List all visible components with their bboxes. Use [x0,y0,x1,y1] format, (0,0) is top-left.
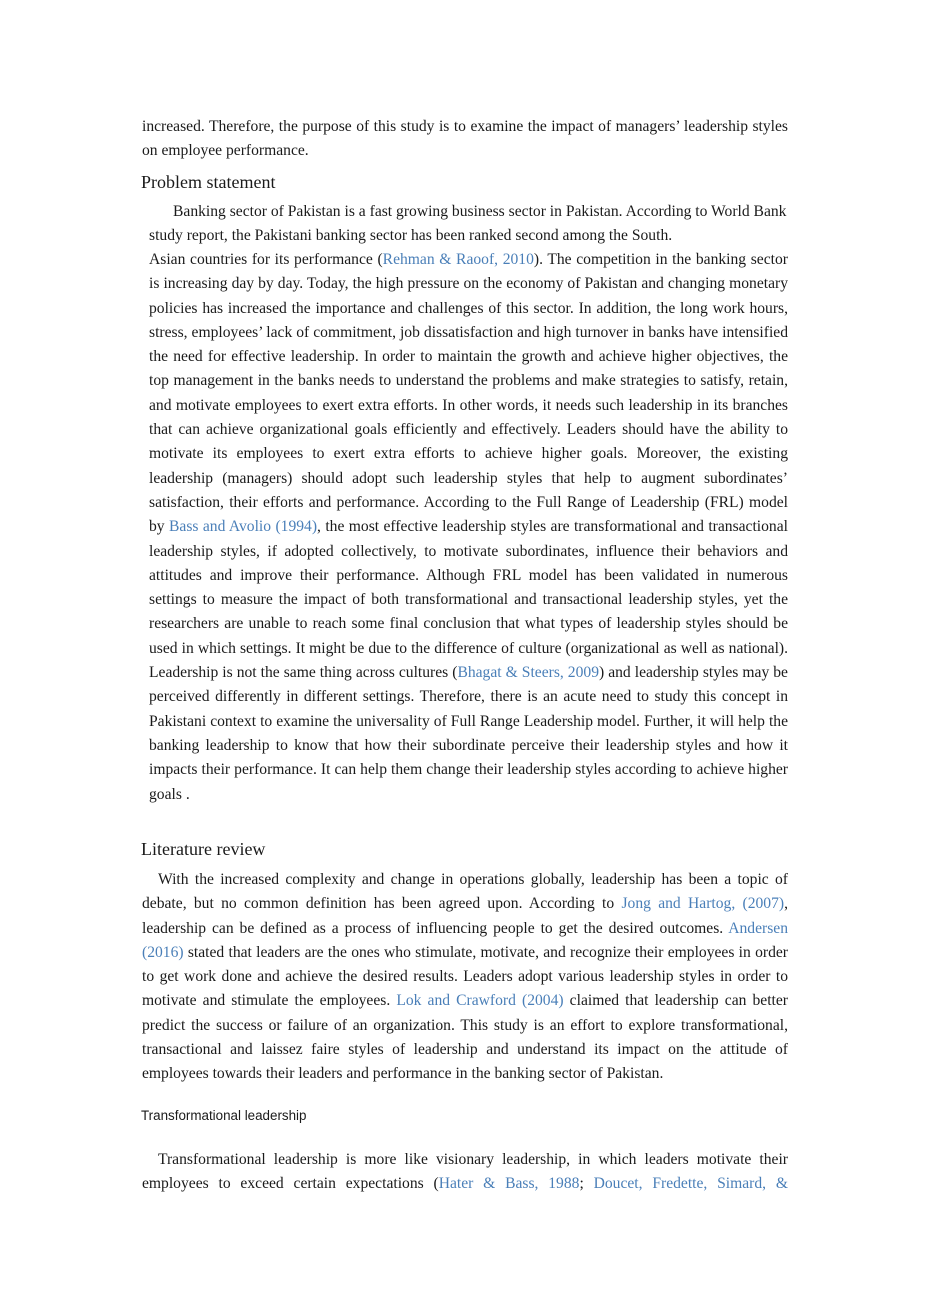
citation-bass-avolio[interactable]: Bass and Avolio (1994) [169,518,318,536]
problem-line1-block [149,200,789,249]
citation-jong-hartog[interactable]: Jong and Hartog, (2007) [621,895,785,913]
citation-rehman-raoof[interactable]: Rehman & Raoof, 2010 [382,251,534,268]
citation-hater-bass[interactable]: Hater & Bass, 1988 [438,1175,580,1193]
transformational-heading-block [141,1107,541,1125]
literature-paragraph [142,868,788,1087]
transformational-paragraph-block [142,1148,788,1197]
transformational-paragraph [142,1148,788,1197]
problem-paragraph-block [149,248,788,807]
citation-doucet[interactable]: Doucet, Fredette, Simard, & [593,1175,789,1193]
problem-paragraph-1: Banking sector of Pakistan is a fast growing business sector in Pakistan. According to World Bank study report, the Pakistani banking sector has been ranked second among the South. [149,203,787,245]
problem-text-b: ). The competition in the banking sector is increasing day by day. Today, the high pressure on the economy of Pakistan and changing monetary policies has increased the importance and challenges of this sector. In addition, the long work hours, stress, employees’ lack of commitment, job dissatisfaction and high turnover in banks have intensified the need for effective leadership. In order to maintain the growth and achieve higher objectives, the top management in the banks needs to understand the problems and make strategies to satisfy, retain, and motivate employees to exert extra efforts. In other words, it needs such leadership in its branches that can achieve organizational goals efficiently and effectively. Leaders should have the ability to motivate its employees to exert extra efforts to achieve higher goals. Moreover, the existing leadership (managers) should adopt such leadership styles that help to augment subordinates’ satisfaction, their efforts and performance. According to the Full Range of Leadership (FRL) model by [149,251,788,536]
problem-text-d: ) and leadership styles may be perceived differently in different settings. Therefore, there is an acute need to study this concept in Pakistani context to examine the universality of Full Range Leadership model. Further, it will help the banking leadership to know that how their subordinate perceive their leadership styles and how it impacts their performance. It can help them change their leadership styles according to achieve higher goals . [149,664,788,803]
transformational-text-a: Transformational leadership is more like visionary leadership, in which leaders motivate their employees to exceed certain expectations ( [142,1151,788,1193]
literature-text-b: , leadership can be defined as a process of influencing people to get the desired outcomes. [142,895,788,937]
literature-paragraph-block [142,868,788,1087]
intro-paragraph: increased. Therefore, the purpose of this study is to examine the impact of managers’ leadership styles on employee performance. [142,118,788,160]
problem-text-a: Asian countries for its performance ( [149,251,383,268]
citation-andersen[interactable]: Andersen (2016) [142,919,788,961]
citation-lok-crawford[interactable]: Lok and Crawford (2004) [396,992,564,1010]
problem-paragraph-2 [149,248,788,807]
problem-heading-block [141,171,541,193]
citation-bhagat-steers[interactable]: Bhagat & Steers, 2009 [457,664,599,682]
problem-text-c: , the most effective leadership styles are transformational and transactional leadership styles, if adopted collectively, to motivate subordinates, influence their behaviors and attitudes and improve their performance. Although FRL model has been validated in numerous settings to measure the impact of both transformational and transactional leadership styles, yet the researchers are unable to reach some final conclusion that what types of leadership styles should be used in which settings. It might be due to the difference of culture (organizational as well as national). Leadership is not the same thing across cultures ( [149,518,788,682]
literature-review-heading: Literature review [141,839,266,859]
transformational-sep: ; [579,1175,594,1193]
literature-text-d: claimed that leadership can better predict the success or failure of an organization. This study is an effort to explore transformational, transactional and laissez faire styles of leadership and understand its impact on the attitude of employees towards their leaders and performance in the banking sector of Pakistan. [142,992,789,1083]
literature-heading-block [141,838,541,860]
problem-statement-heading: Problem statement [141,172,276,192]
literature-text-a: With the increased complexity and change in operations globally, leadership has been a topic of debate, but no common definition has been agreed upon. According to [142,871,788,913]
transformational-leadership-heading: Transformational leadership [141,1108,307,1123]
intro-paragraph-block [142,115,788,164]
literature-text-c: stated that leaders are the ones who stimulate, motivate, and recognize their employees in order to get work done and achieve the desired results. Leaders adopt various leadership styles in order to motivate and stimulate the employees. [142,943,788,1010]
